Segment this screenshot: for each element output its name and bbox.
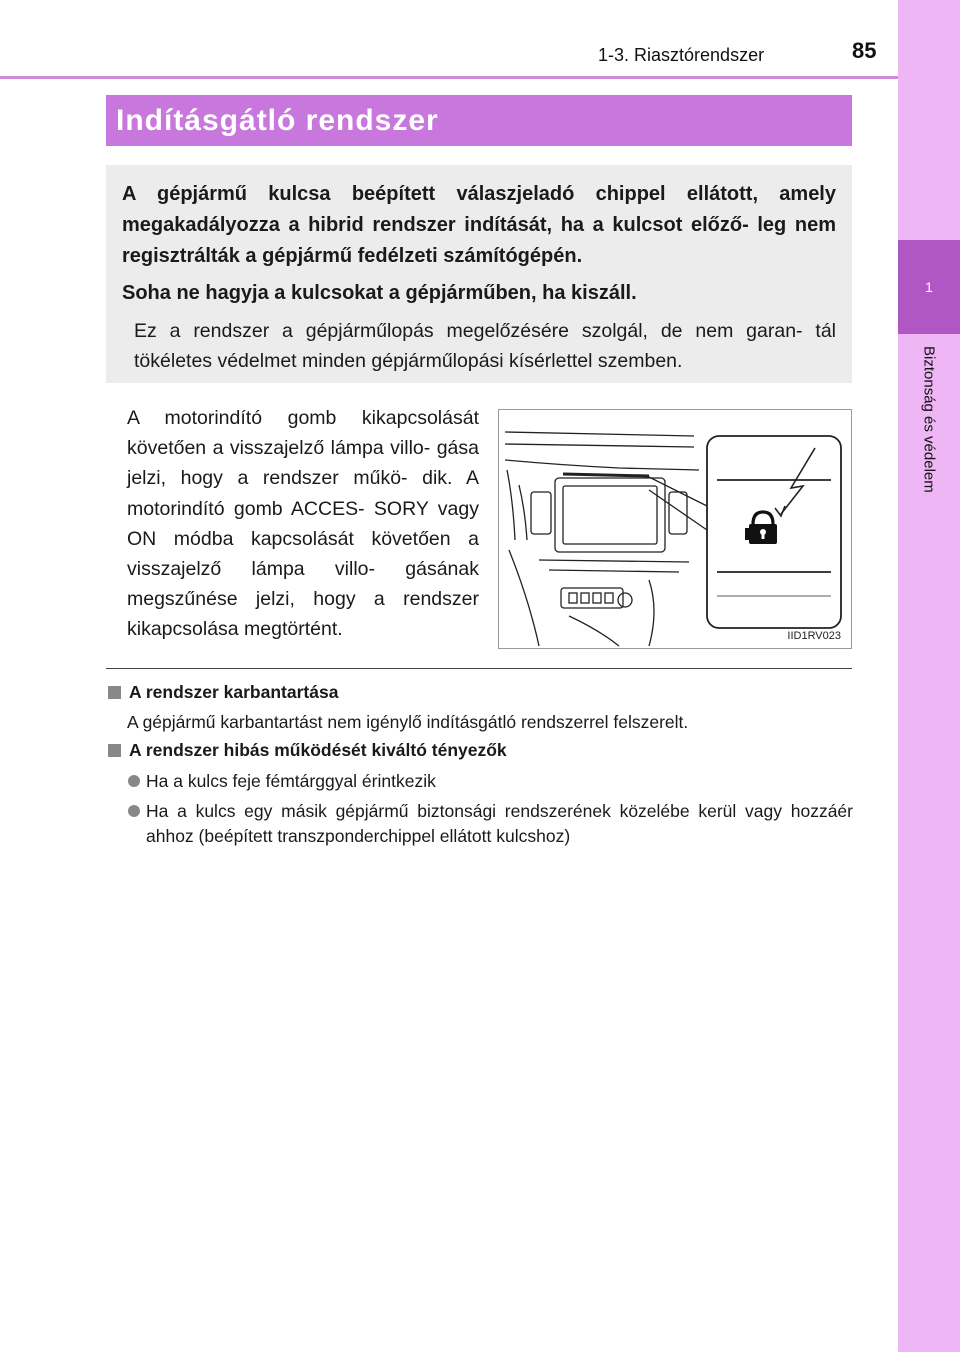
section-label: 1-3. Riasztórendszer <box>598 45 765 65</box>
chapter-number-tab[interactable]: 1 <box>898 240 960 334</box>
header-divider <box>0 76 898 79</box>
bullet-dot-icon <box>128 775 140 787</box>
maintenance-text: A gépjármű karbantartást nem igénylő indításgátló rendszerrel felszerelt. <box>127 712 689 732</box>
dashboard-drawing <box>499 410 851 648</box>
section-heading-text: A rendszer hibás működését kiváltó tényezők <box>129 740 507 760</box>
chapter-title: Biztonság és védelem <box>920 346 938 493</box>
section-divider <box>106 668 852 669</box>
list-item <box>128 769 853 794</box>
section-heading-maintenance <box>108 682 338 703</box>
square-bullet-icon <box>108 744 121 757</box>
list-item-text: Ha a kulcs egy másik gépjármű biztonsági rendszerének közelébe kerül vagy hozzáér ahhoz (beépített transzponderchippel ellátott kulcshoz) <box>146 801 853 846</box>
dashboard-illustration <box>498 409 852 649</box>
summary-box <box>106 165 852 383</box>
body-paragraph: A motorindító gomb kikapcsolását követően a visszajelző lámpa villo- gása jelzi, hogy a rendszer műkö- dik. A motorindító gomb ACCES- SORY vagy ON módba kapcsolását követően a visszajelző lámpa villo- gásának megszűnése jelzi, hogy a rendszer kikapcsolása megtörtént. <box>127 407 479 641</box>
section-heading-text: A rendszer karbantartása <box>129 682 339 702</box>
list-item-text: Ha a kulcs feje fémtárggyal érintkezik <box>146 771 436 791</box>
bullet-dot-icon <box>128 805 140 817</box>
figure-code: IID1RV023 <box>787 630 841 642</box>
note-text: Ez a rendszer a gépjárműlopás megelőzésére szolgál, de nem garan- tál tökéletes védelmet minden gépjárműlopási kísérlettel szemben. <box>134 320 836 372</box>
square-bullet-icon <box>108 686 121 699</box>
list-item <box>128 799 853 849</box>
section-heading-malfunction <box>108 740 507 761</box>
lock-indicator-icon <box>745 512 777 544</box>
warning-text: Soha ne hagyja a kulcsokat a gépjárműben, ha kiszáll. <box>122 282 637 304</box>
chapter-sidebar <box>898 0 960 1352</box>
page-title: Indításgátló rendszer <box>106 95 852 146</box>
page-number: 85 <box>852 38 877 63</box>
summary-text: A gépjármű kulcsa beépített válaszjeladó chippel ellátott, amely megakadályozza a hibrid rendszer indítását, ha a kulcsot előző- leg nem regisztrálták a gépjármű fedélzeti számítógépén. <box>122 183 836 267</box>
